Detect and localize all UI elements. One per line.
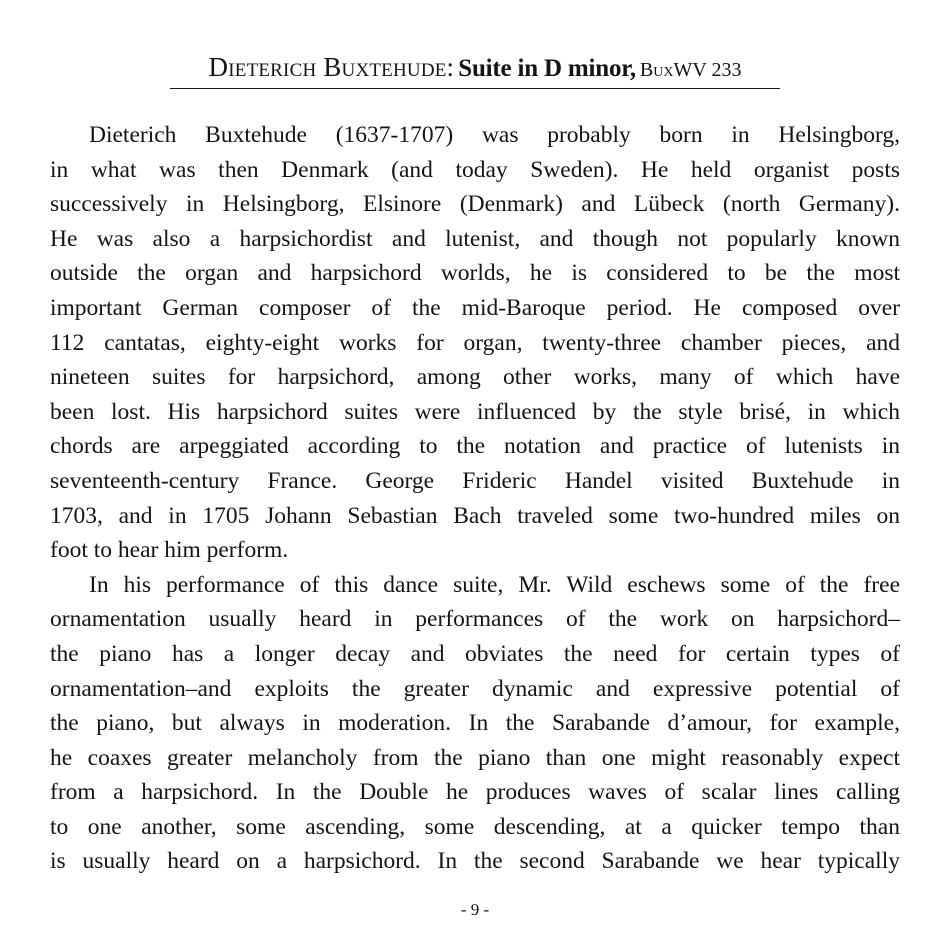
text-line: foot to hear him perform. xyxy=(50,537,289,564)
page-title xyxy=(170,50,780,89)
text-line: 1703, and in 1705 Johann Sebastian Bach traveled some two-hundred miles on xyxy=(50,502,900,529)
text-line: nineteen suites for harpsichord, among other works, many of which have xyxy=(50,364,900,391)
text-line: outside the organ and harpsichord worlds, he is considered to be the most xyxy=(50,260,900,287)
text-line: the piano has a longer decay and obviates the need for certain types of xyxy=(50,640,900,667)
page-number: - 9 - xyxy=(460,900,490,919)
text-line: He was also a harpsichordist and lutenist, and though not popularly known xyxy=(50,225,900,252)
text-line: successively in Helsingborg, Elsinore (Denmark) and Lübeck (north Germany). xyxy=(50,191,900,218)
text-line: ornamentation–and exploits the greater dynamic and expressive potential of xyxy=(50,675,900,702)
header-divider xyxy=(170,88,780,89)
text-line: to one another, some ascending, some descending, at a quicker tempo than xyxy=(50,813,900,840)
paragraph-1 xyxy=(50,118,900,568)
text-line: 112 cantatas, eighty-eight works for organ, twenty-three chamber pieces, and xyxy=(50,329,900,356)
paragraph-2 xyxy=(50,568,900,879)
title-catalog-number: BuxWV 233 xyxy=(639,59,742,81)
title-composer: Dieterich Buxtehude: xyxy=(208,52,455,82)
text-line: important German composer of the mid-Baroque period. He composed over xyxy=(50,294,900,321)
text-line: been lost. His harpsichord suites were influenced by the style brisé, in which xyxy=(50,398,900,425)
text-line: he coaxes greater melancholy from the piano than one might reasonably expect xyxy=(50,744,900,771)
text-line: Dieterich Buxtehude (1637-1707) was probably born in Helsingborg, xyxy=(89,122,900,148)
text-line: ornamentation usually heard in performances of the work on harpsichord– xyxy=(50,606,900,633)
body-text xyxy=(50,118,900,879)
text-line: chords are arpeggiated according to the notation and practice of lutenists in xyxy=(50,433,900,460)
text-line: in what was then Denmark (and today Sweden). He held organist posts xyxy=(50,156,900,183)
text-line: the piano, but always in moderation. In the Sarabande d’amour, for example, xyxy=(50,710,900,737)
text-line: is usually heard on a harpsichord. In the second Sarabande we hear typically xyxy=(50,848,900,875)
text-line: from a harpsichord. In the Double he produces waves of scalar lines calling xyxy=(50,779,900,806)
text-line: seventeenth-century France. George Frideric Handel visited Buxtehude in xyxy=(50,467,900,494)
text-line: In his performance of this dance suite, Mr. Wild eschews some of the free xyxy=(89,571,900,598)
title-work: Suite in D minor, xyxy=(458,55,636,82)
